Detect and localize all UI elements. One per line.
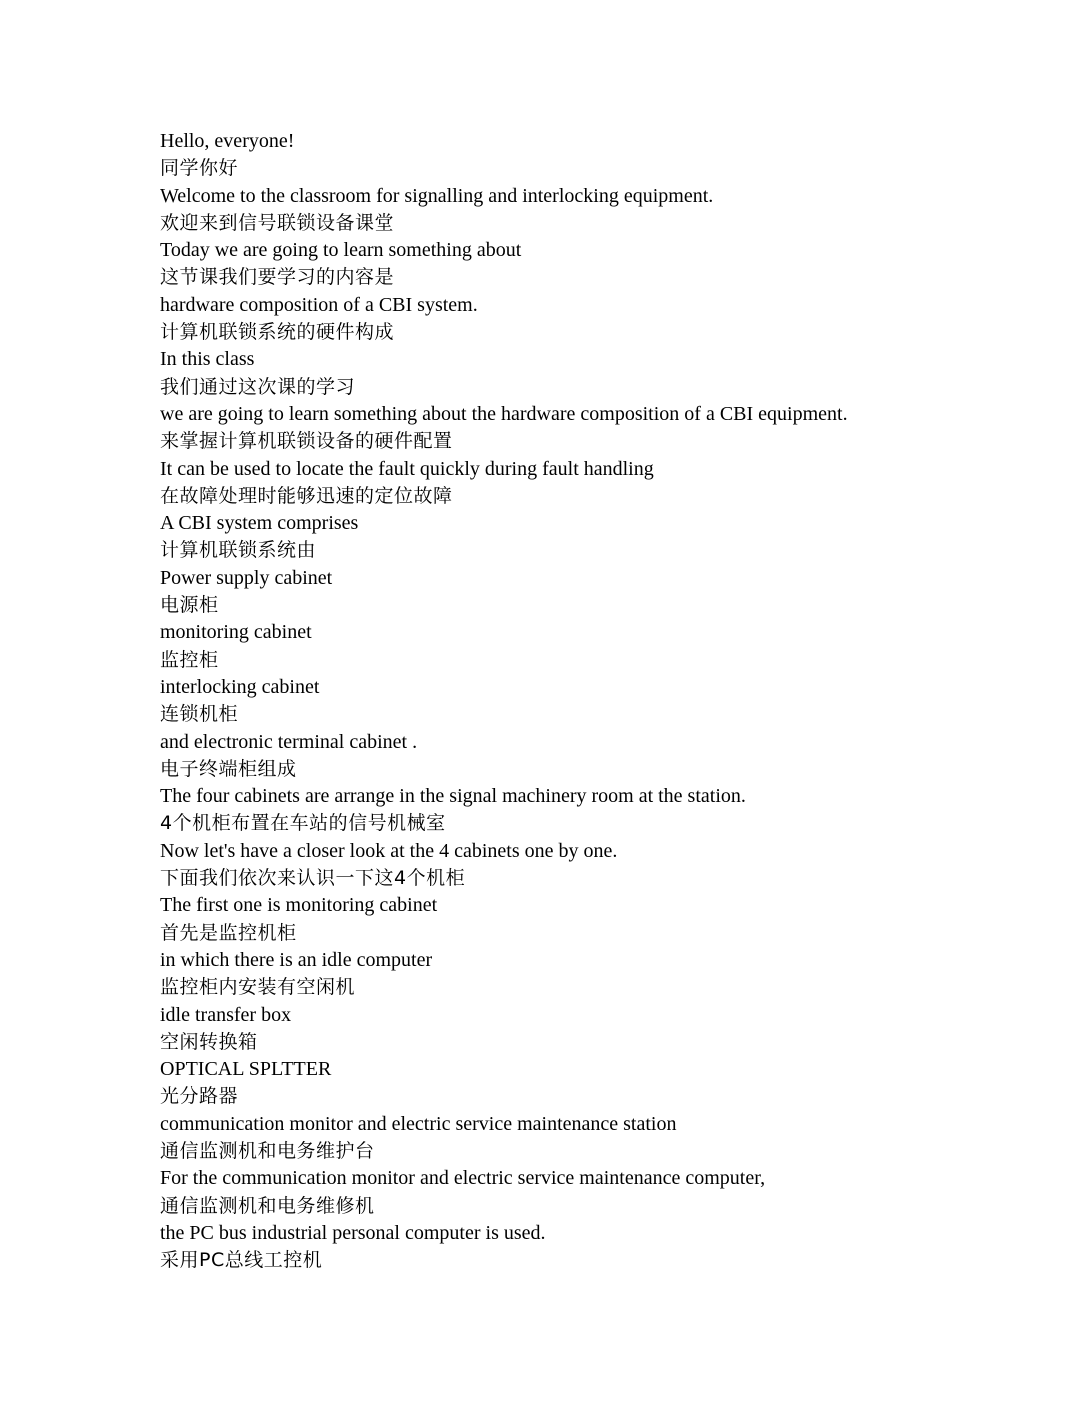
chinese-line: 监控柜 <box>160 648 219 671</box>
english-line: idle transfer box <box>160 1003 292 1026</box>
chinese-line: 首先是监控机柜 <box>160 921 297 944</box>
chinese-line: 在故障处理时能够迅速的定位故障 <box>160 484 453 507</box>
english-line: interlocking cabinet <box>160 675 320 698</box>
english-line: and electronic terminal cabinet . <box>160 730 418 753</box>
chinese-line: 计算机联锁系统由 <box>160 539 317 562</box>
english-line: in which there is an idle computer <box>160 948 433 971</box>
english-line: Hello, everyone! <box>160 130 295 152</box>
english-line: Welcome to the classroom for signalling and interlocking equipment. <box>160 184 714 207</box>
english-line: we are going to learn something about the hardware composition of a CBI equipment. <box>160 402 848 425</box>
chinese-line: 电子终端柜组成 <box>160 757 297 780</box>
english-line: the PC bus industrial personal computer is used. <box>160 1221 546 1244</box>
chinese-line: 监控柜内安装有空闲机 <box>160 976 356 999</box>
chinese-line: 通信监测机和电务维修机 <box>160 1194 375 1217</box>
chinese-line: 这节课我们要学习的内容是 <box>160 266 395 289</box>
chinese-line: 4个机柜布置在车站的信号机械室 <box>160 812 446 835</box>
english-line: hardware composition of a CBI system. <box>160 293 478 316</box>
english-line: monitoring cabinet <box>160 621 312 644</box>
chinese-line: 电源柜 <box>160 594 219 617</box>
english-line: For the communication monitor and electric service maintenance computer, <box>160 1167 766 1190</box>
english-line: communication monitor and electric service maintenance station <box>160 1112 677 1135</box>
english-line: The first one is monitoring cabinet <box>160 894 438 917</box>
english-line: Now let's have a closer look at the 4 cabinets one by one. <box>160 839 618 862</box>
chinese-line: 采用PC总线工控机 <box>160 1249 323 1272</box>
chinese-line: 光分路器 <box>160 1085 239 1108</box>
chinese-line: 空闲转换箱 <box>160 1030 258 1053</box>
chinese-line: 同学你好 <box>160 157 239 180</box>
chinese-line: 计算机联锁系统的硬件构成 <box>160 321 395 344</box>
english-line: The four cabinets are arrange in the signal machinery room at the station. <box>160 785 746 808</box>
english-line: In this class <box>160 348 255 371</box>
chinese-line: 欢迎来到信号联锁设备课堂 <box>160 211 395 234</box>
english-line: Today we are going to learn something about <box>160 239 522 262</box>
chinese-line: 我们通过这次课的学习 <box>160 375 356 398</box>
english-line: A CBI system comprises <box>160 512 359 535</box>
chinese-line: 来掌握计算机联锁设备的硬件配置 <box>160 430 453 453</box>
chinese-line: 通信监测机和电务维护台 <box>160 1139 375 1162</box>
chinese-line: 下面我们依次来认识一下这4个机柜 <box>160 867 466 890</box>
chinese-line: 连锁机柜 <box>160 703 239 726</box>
english-line: It can be used to locate the fault quickly during fault handling <box>160 457 654 480</box>
transcript-body <box>160 128 1040 1274</box>
english-line: Power supply cabinet <box>160 566 333 589</box>
english-line: OPTICAL SPLTTER <box>160 1058 332 1081</box>
